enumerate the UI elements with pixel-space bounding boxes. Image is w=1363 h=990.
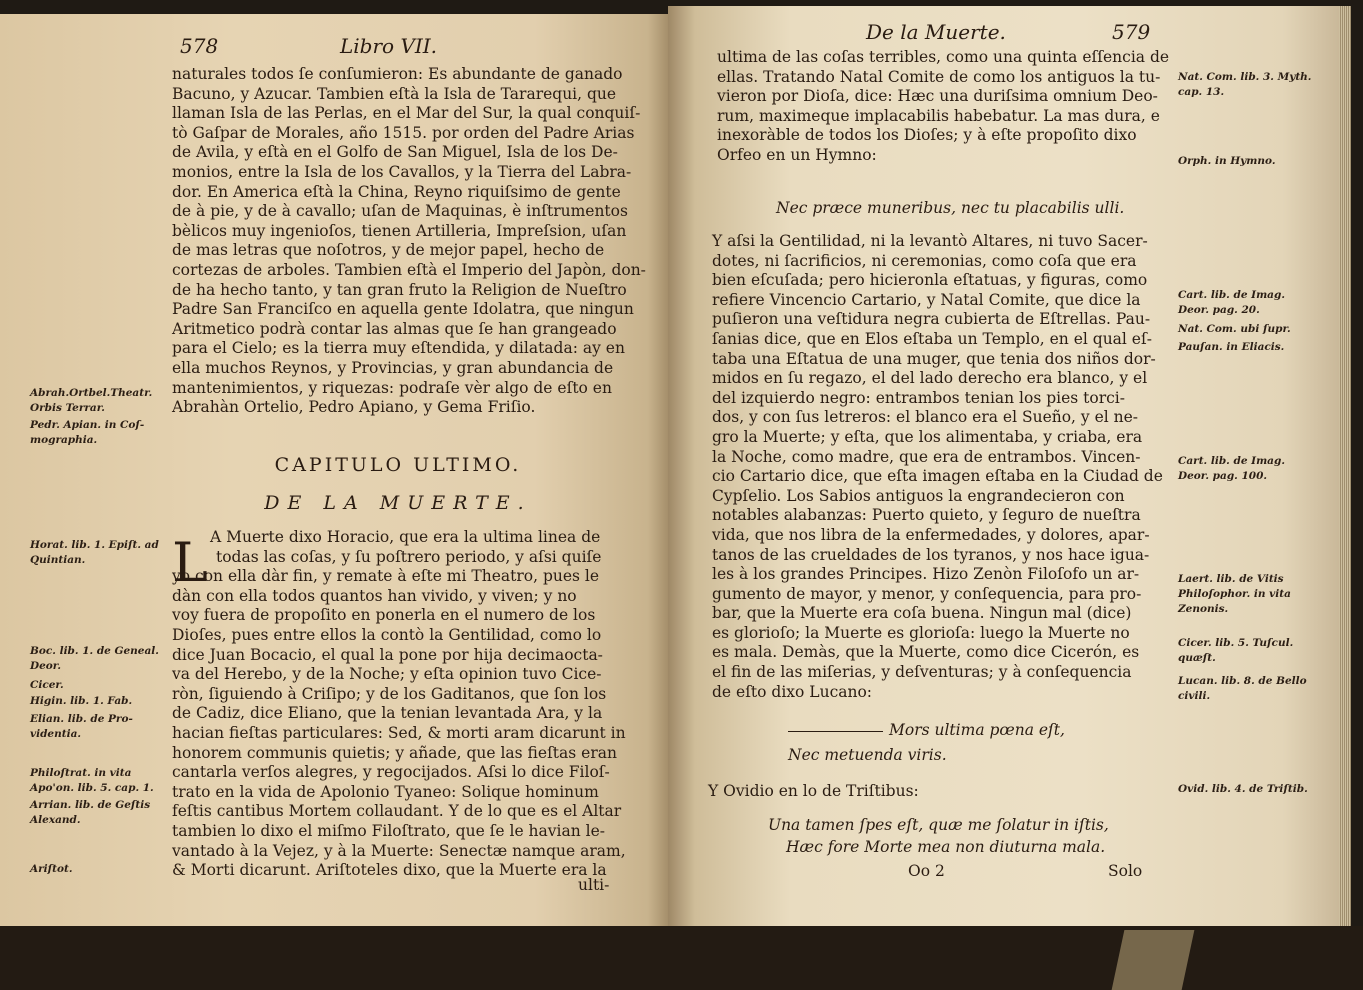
text-line: tanos de las crueldades de los tyranos, y nos hace igua- — [712, 545, 1150, 564]
text-line: llaman Isla de las Perlas, en el Mar del Sur, la qual conquiſ- — [172, 104, 641, 123]
text-line: notables alabanzas: Puerto quieto, y ſeguro de nueſtra — [712, 506, 1141, 525]
verse-rule — [788, 731, 883, 732]
verse-orpheus: Nec præce muneribus, nec tu placabilis ulli. — [776, 199, 1125, 217]
text-line: bien eſcuſada; pero hicieronla eſtatuas, y figuras, como — [712, 271, 1148, 290]
margin-note: Ariſtot. — [30, 863, 73, 875]
margin-note: Arrian. lib. de Geſtis Alexand. — [30, 799, 151, 826]
text-line: dice Juan Bocacio, el qual la pone por hija decimaocta- — [172, 645, 603, 664]
margin-note: Pedr. Apian. in Coſ-mographia. — [30, 419, 145, 446]
text-line: dotes, ni ſacrificios, ni ceremonias, como coſa que era — [712, 251, 1137, 270]
margin-note: Laert. lib. de Vitis Philoſophor. in vita Zenonis. — [1178, 573, 1291, 615]
verse-lucan-2: Nec metuenda viris. — [788, 746, 947, 764]
drop-cap: L — [172, 531, 208, 594]
text-line: yo con ella dàr fin, y remate à eſte mi Theatro, pues le — [172, 567, 600, 586]
right-page — [668, 6, 1351, 936]
text-line: de Cadiz, dice Eliano, que la tenian levantada Ara, y la — [172, 704, 603, 723]
margin-note: Cart. lib. de Imag. Deor. pag. 100. — [1178, 455, 1285, 482]
text-line: ellas. Tratando Natal Comite de como los antiguos la tu- — [717, 67, 1161, 86]
margin-note: Higin. lib. 1. Fab. — [30, 695, 133, 707]
text-line: ròn, ſiguiendo à Criſipo; y de los Gaditanos, que ſon los — [172, 684, 607, 703]
text-line: Abrahàn Ortelio, Pedro Apiano, y Gema Friſio. — [172, 398, 536, 417]
chapter-title: CAPITULO ULTIMO. — [274, 454, 522, 476]
verse-lucan-1 — [788, 721, 1065, 739]
margin-note: Pauſan. in Eliacis. — [1178, 341, 1285, 353]
bookmark-ribbon — [1112, 930, 1195, 990]
text-line: naturales todos ſe conſumieron: Es abundante de ganado — [172, 65, 623, 83]
margin-note: Horat. lib. 1. Epiſt. ad Quintian. — [30, 539, 159, 566]
text-line: la Noche, como madre, que era de entrambos. Vincen- — [712, 447, 1141, 466]
chapter-subtitle: DE LA MUERTE. — [264, 492, 532, 514]
text-line: cio Cartario dice, que eſta imagen eſtaba en la Ciudad de — [712, 467, 1163, 486]
text-line: Aritmetico podrà contar las almas que ſe han grangeado — [172, 319, 617, 338]
text-line: es mala. Demàs, que la Muerte, como dice Cicerón, es — [712, 643, 1140, 662]
catchword: ulti- — [578, 876, 610, 894]
text-line: va del Herebo, y de la Noche; y eſta opinion tuvo Cice- — [172, 665, 602, 684]
margin-note: Nat. Com. lib. 3. Myth. cap. 13. — [1178, 71, 1312, 98]
text-line: vida, que nos libra de la enfermedades, y dolores, apar- — [712, 525, 1150, 544]
margin-note: Cart. lib. de Imag. Deor. pag. 20. — [1178, 289, 1285, 316]
catchword: Solo — [1108, 862, 1143, 880]
text-line: midos en ſu regazo, el del lado derecho era blanco, y el — [712, 369, 1148, 388]
text-line: del izquierdo negro: entrambos tenian los pies torci- — [712, 388, 1126, 407]
text-line: cortezas de arboles. Tambien eſtà el Imperio del Japòn, don- — [172, 260, 646, 279]
text-line: taba una Eſtatua de una muger, que tenia dos niños dor- — [712, 349, 1156, 368]
verse-ovid-2: Hæc fore Morte mea non diuturna mala. — [786, 838, 1106, 856]
text-line: el fin de las miſerias, y deſventuras; y à conſequencia — [712, 663, 1132, 682]
text-line: monios, entre la Isla de los Cavallos, y la Tierra del Labra- — [172, 162, 632, 181]
text-line: gumento de mayor, y menor, y conſequencia, para pro- — [712, 584, 1142, 603]
right-page-number: 579 — [1112, 20, 1151, 44]
text-line: Y aſsi la Gentilidad, ni la levantò Altares, ni tuvo Sacer- — [712, 232, 1148, 250]
text-line: bar, que la Muerte era coſa buena. Ningun mal (dice) — [712, 604, 1132, 623]
text-line: tò Gaſpar de Morales, año 1515. por orden del Padre Arias — [172, 123, 635, 142]
margin-note: Ovid. lib. 4. de Triſtib. — [1178, 783, 1308, 795]
left-page — [0, 14, 668, 926]
ovid-intro: Y Ovidio en lo de Triſtibus: — [708, 782, 919, 800]
text-line: todas las coſas, y ſu poſtrero periodo, y aſsi quiſe — [216, 547, 602, 566]
text-line: feſtis cantibus Mortem collaudant. Y de lo que es el Altar — [172, 802, 622, 821]
text-line: trato en la vida de Apolonio Tyaneo: Solique hominum — [172, 782, 599, 801]
chapter-body-text — [172, 528, 624, 881]
margin-note: Philoſtrat. in vita Apo'on. lib. 5. cap. 1. — [30, 767, 154, 794]
text-line: puſieron una veſtidura negra cubierta de Eſtrellas. Pau- — [712, 310, 1151, 329]
right-body-text-b — [712, 232, 1167, 702]
margin-note: Cicer. — [30, 679, 64, 691]
left-running-head: Libro VII. — [340, 34, 438, 58]
text-line: de eſto dixo Lucano: — [712, 682, 873, 701]
text-line: dos, y con ſus letreros: el blanco era el Sueño, y el ne- — [712, 408, 1139, 427]
text-line: & Morti dicarunt. Ariſtoteles dixo, que la Muerte era la — [172, 861, 607, 880]
page-edges — [1339, 6, 1351, 936]
text-line: Orfeo en un Hymno: — [717, 145, 877, 164]
verse-ovid-1: Una tamen ſpes eſt, quæ me ſolatur in iſtis, — [768, 816, 1109, 834]
text-line: tambien lo dixo el miſmo Filoſtrato, que ſe le havian le- — [172, 821, 606, 840]
margin-note: Cicer. lib. 5. Tuſcul. quæſt. — [1178, 637, 1294, 664]
text-line: mantenimientos, y riquezas: podraſe vèr algo de eſto en — [172, 378, 612, 397]
text-line: de ha hecho tanto, y tan gran fruto la Religion de Nueſtro — [172, 280, 627, 299]
text-line: ſanias dice, que en Elos eſtaba un Templo, en el qual eſ- — [712, 329, 1152, 348]
text-line: de à pie, y de à cavallo; uſan de Maquinas, è inſtrumentos — [172, 202, 628, 221]
text-line: Padre San Franciſco en aquella gente Idolatra, que ningun — [172, 300, 634, 319]
margin-note: Lucan. lib. 8. de Bello civili. — [1178, 675, 1307, 702]
text-line: les à los grandes Principes. Hizo Zenòn Filoſofo un ar- — [712, 565, 1140, 584]
text-line: honorem communis quietis; y añade, que las fieſtas eran — [172, 743, 617, 762]
margin-note: Orph. in Hymno. — [1178, 155, 1276, 167]
text-line: rum, maximeque implacabilis habebatur. La mas dura, e — [717, 106, 1160, 125]
text-line: bèlicos muy ingenioſos, tienen Artilleria, Impreſsion, uſan — [172, 221, 627, 240]
text-line: hacian fieſtas particulares: Sed, & morti aram dicarunt in — [172, 723, 626, 742]
text-line: de Avila, y eſtà en el Golfo de San Miguel, Isla de los De- — [172, 143, 618, 162]
text-line: A Muerte dixo Horacio, que era la ultima linea de — [210, 528, 601, 546]
left-body-text — [172, 65, 646, 418]
text-line: Bacuno, y Azucar. Tambien eſtà la Isla de Tararequi, que — [172, 84, 617, 103]
text-line: refiere Vincencio Cartario, y Natal Comite, que dice la — [712, 290, 1141, 309]
right-body-text-a — [717, 48, 1170, 166]
text-line: es glorioſo; la Muerte es glorioſa: luego la Muerte no — [712, 623, 1130, 642]
text-line: vieron por Dioſa, dice: Hæc una duriſsima omnium Deo- — [717, 87, 1158, 106]
left-page-number: 578 — [180, 34, 219, 58]
text-line: inexoràble de todos los Dioſes; y à eſte propoſito dixo — [717, 126, 1137, 145]
text-line: dor. En America eſtà la China, Reyno riquiſsimo de gente — [172, 182, 621, 201]
text-line: para el Cielo; es la tierra muy eſtendida, y dilatada: ay en — [172, 339, 625, 358]
text-line: ultima de las coſas terribles, como una quinta eſſencia de — [717, 48, 1170, 66]
text-line: de mas letras que noſotros, y de mejor papel, hecho de — [172, 241, 605, 260]
text-line: voy fuera de propoſito en ponerla en el numero de los — [172, 606, 596, 625]
margin-note: Boc. lib. 1. de Geneal. Deor. — [30, 645, 159, 672]
margin-note: Elian. lib. de Pro-videntia. — [30, 713, 133, 740]
text-line: Dioſes, pues entre ellos la contò la Gentilidad, como lo — [172, 625, 602, 644]
text-line: dàn con ella todos quantos han vivido, y viven; y no — [172, 586, 577, 605]
margin-note: Abrah.Ortbel.Theatr. Orbis Terrar. — [30, 387, 153, 414]
text-line: Cypſelio. Los Sabios antiguos la engrandecieron con — [712, 486, 1125, 505]
text-line: ella muchos Reynos, y Provincias, y gran abundancia de — [172, 358, 614, 377]
text-line: gro la Muerte; y eſta, que los alimentaba, y criaba, era — [712, 427, 1143, 446]
text-line: vantado à la Vejez, y à la Muerte: Senectæ namque aram, — [172, 841, 626, 860]
signature-mark: Oo 2 — [908, 862, 945, 880]
text-line: cantarla verſos alegres, y regocijados. Aſsi lo dice Filoſ- — [172, 763, 610, 782]
verse-text: Mors ultima pœna eſt, — [889, 721, 1065, 739]
right-running-head: De la Muerte. — [866, 20, 1006, 44]
margin-note: Nat. Com. ubi ſupr. — [1178, 323, 1291, 335]
